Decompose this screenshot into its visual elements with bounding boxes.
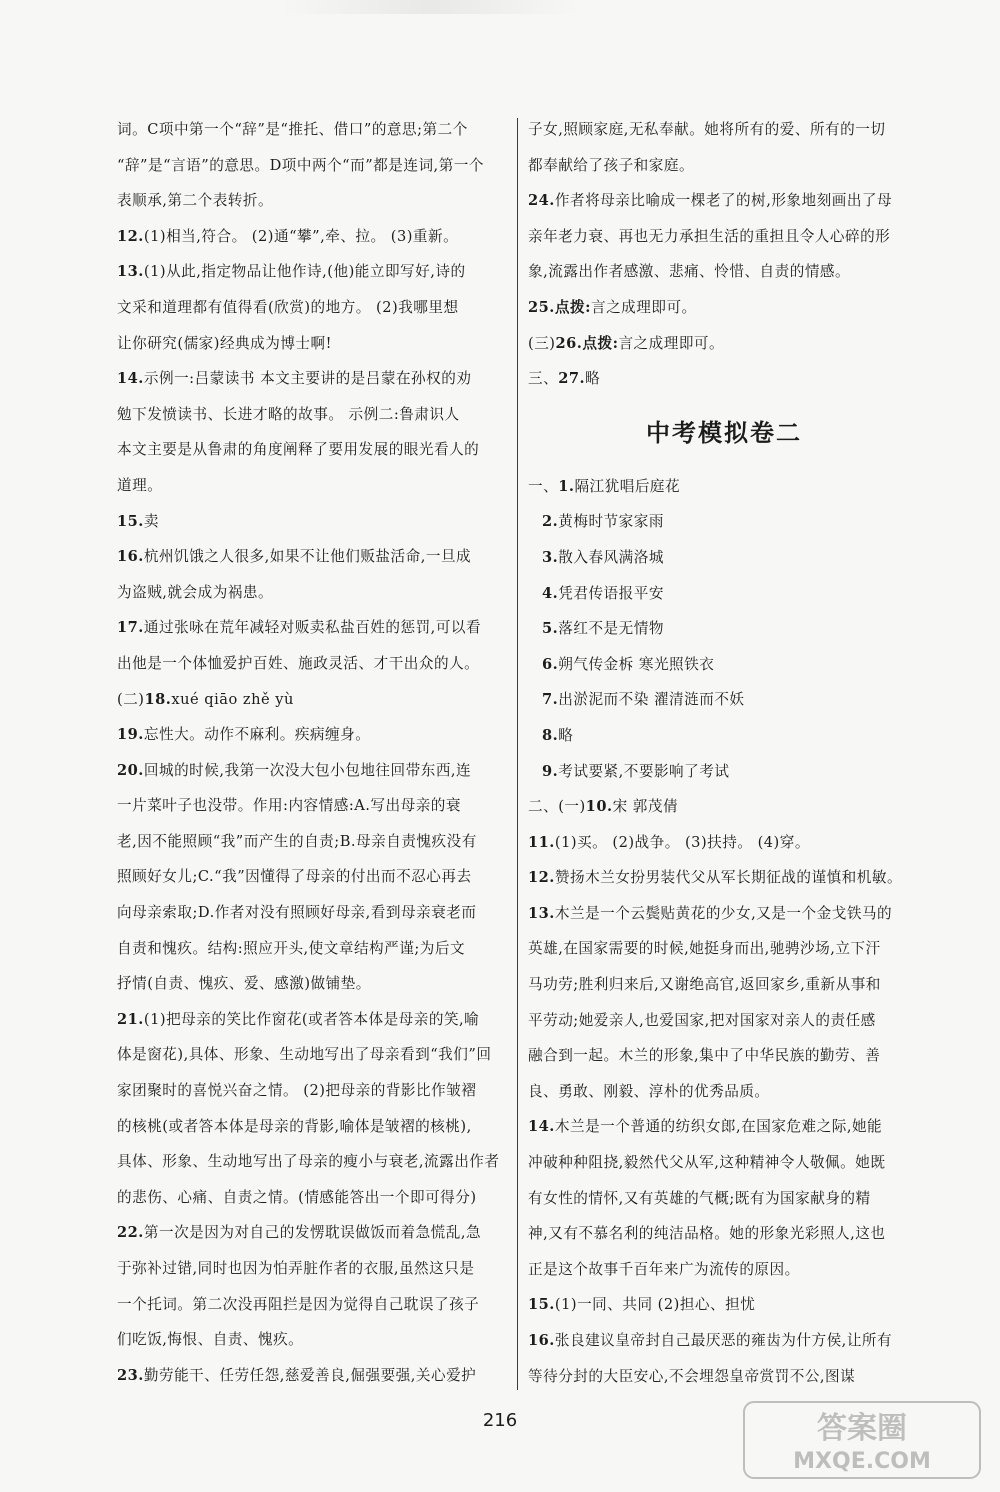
- answer-text: 象,流露出作者感激、悲痛、怜惜、自责的情感。: [528, 263, 851, 281]
- hint-label: 点拨:: [582, 334, 619, 352]
- answer-text: (1)买。 (2)战争。 (3)扶持。 (4)穿。: [554, 833, 810, 851]
- text-line: [117, 966, 507, 1002]
- question-number: 13.: [117, 263, 144, 281]
- answer-text: 宋 郭茂倩: [612, 798, 679, 816]
- text-line: [528, 860, 920, 896]
- right-column-top: [528, 112, 920, 397]
- answer-text: 词。C项中第一个“辞”是“推托、借口”的意思;第二个: [117, 121, 468, 138]
- question-number: 17.: [117, 619, 144, 637]
- answer-text: 本文主要是从鲁肃的角度阐释了要用发展的眼光看人的: [117, 441, 480, 459]
- text-line: [528, 183, 920, 219]
- text-line: [117, 290, 507, 326]
- answer-text: 有女性的情怀,又有英雄的气概;既有为国家献身的精: [528, 1189, 871, 1207]
- answer-text: 木兰是一个云鬓贴黄花的少女,又是一个金戈铁马的: [554, 904, 893, 922]
- answer-text: 都奉献给了孩子和家庭。: [528, 156, 695, 174]
- question-number: 15.: [117, 512, 144, 530]
- question-number: 23.: [117, 1366, 144, 1384]
- question-number: 6.: [542, 655, 559, 673]
- scan-smudge: [280, 0, 580, 14]
- answer-text: 为盗贼,就会成为祸患。: [117, 583, 274, 601]
- answer-text: 黄梅时节家家雨: [558, 513, 664, 531]
- text-line: [117, 1073, 507, 1109]
- answer-text: (1)一同、共同 (2)担心、担忧: [554, 1296, 756, 1314]
- text-line: [117, 1109, 507, 1145]
- answer-text: 略: [558, 726, 574, 744]
- right-column-bottom: [528, 469, 920, 1394]
- answer-text: 家团聚时的喜悦兴奋之情。 (2)把母亲的背影比作皱褶: [117, 1082, 477, 1100]
- text-line: [528, 1323, 920, 1359]
- text-line: [117, 575, 507, 611]
- answer-text: 冲破种种阻挠,毅然代父从军,这种精神令人敬佩。她既: [528, 1154, 886, 1172]
- text-line: [528, 254, 920, 290]
- question-number: 16.: [117, 548, 144, 566]
- question-number: 22.: [117, 1224, 144, 1242]
- answer-text: 英雄,在国家需要的时候,她挺身而出,驰骋沙场,立下汗: [528, 940, 881, 958]
- answer-text: 隔江犹唱后庭花: [574, 477, 681, 495]
- question-number: 12.: [528, 869, 555, 887]
- question-number: 16.: [528, 1332, 555, 1349]
- question-number: 9.: [542, 762, 559, 780]
- text-line: [117, 148, 507, 184]
- text-line: [117, 1002, 507, 1038]
- watermark-url: MXQE.COM: [793, 1449, 931, 1474]
- section-title: 中考模拟卷二: [646, 418, 802, 447]
- question-number: 21.: [117, 1010, 144, 1028]
- question-number: 14.: [528, 1118, 555, 1136]
- text-line: [528, 931, 920, 967]
- text-line: [528, 1038, 920, 1074]
- text-line: [528, 576, 920, 612]
- text-line: [528, 1216, 920, 1252]
- question-number: 18.: [144, 690, 172, 708]
- question-number: 24.: [528, 192, 555, 210]
- answer-text: 卖: [143, 512, 159, 530]
- answer-text: 于弥补过错,同时也因为怕弄脏作者的衣服,虽然这只是: [117, 1260, 475, 1277]
- answer-text: 的核桃(或者答本体是母亲的背影,喻体是皱褶的核桃),: [117, 1117, 472, 1135]
- text-line: [528, 1252, 920, 1288]
- watermark-text: 答案圈: [817, 1411, 907, 1446]
- watermark-logo: [742, 1400, 982, 1480]
- text-line: [117, 717, 507, 753]
- text-line: [528, 718, 920, 754]
- text-line: [117, 788, 507, 824]
- answer-text: 勉下发愤读书、长进才略的故事。 示例二:鲁肃识人: [117, 405, 460, 423]
- question-number: 15.: [528, 1296, 555, 1314]
- text-line: [117, 1358, 507, 1394]
- text-line: [528, 290, 920, 326]
- hint-label: 点拨:: [554, 298, 591, 316]
- text-line: [117, 610, 507, 646]
- text-line: [528, 219, 920, 255]
- text-line: [117, 397, 507, 433]
- text-line: [117, 1322, 507, 1358]
- answer-text: 张良建议皇帝封自己最厌恶的雍齿为什方侯,让所有: [554, 1332, 893, 1349]
- answer-text: 神,又有不慕名利的纯洁品格。她的形象光彩照人,这也: [528, 1225, 886, 1243]
- question-number: 8.: [542, 726, 559, 744]
- question-number: 12.: [117, 227, 144, 245]
- section-prefix: 三、: [528, 370, 559, 388]
- answer-text: 散入春风满洛城: [558, 548, 664, 566]
- text-line: [528, 1145, 920, 1181]
- text-line: [528, 682, 920, 718]
- section-prefix: 二、(一): [528, 798, 586, 816]
- section-prefix: (二): [117, 690, 145, 708]
- text-line: [117, 1251, 507, 1287]
- text-line: [117, 682, 507, 718]
- question-number: 2.: [542, 513, 559, 531]
- answer-text: 忘性大。动作不麻利。疾病缠身。: [143, 726, 371, 744]
- text-line: [528, 469, 920, 505]
- answer-text: 作者将母亲比喻成一棵老了的树,形象地刻画出了母: [554, 192, 893, 210]
- text-line: [528, 1109, 920, 1145]
- answer-text: 杭州饥饿之人很多,如果不让他们贩盐活命,一旦成: [143, 548, 472, 566]
- question-number: 14.: [117, 370, 144, 388]
- answer-text: xué qiāo zhě yù: [171, 690, 294, 708]
- text-line: [528, 148, 920, 184]
- text-line: [528, 540, 920, 576]
- text-line: [528, 647, 920, 683]
- answer-text: 出淤泥而不染 濯清涟而不妖: [558, 691, 745, 709]
- answer-text: 文采和道理都有值得看(欣赏)的地方。 (2)我哪里想: [117, 298, 459, 316]
- text-line: [117, 753, 507, 789]
- text-line: [117, 1215, 507, 1251]
- text-line: [117, 895, 507, 931]
- right-column: [528, 112, 920, 1394]
- question-number: 7.: [542, 691, 559, 709]
- question-number: 20.: [117, 761, 144, 779]
- page-number: 216: [482, 1410, 518, 1431]
- text-line: [117, 326, 507, 362]
- answer-text: 体是窗花),具体、形象、生动地写出了母亲看到“我们”回: [117, 1046, 492, 1064]
- answer-text: 抒情(自责、愧疚、爱、感激)做铺垫。: [117, 975, 371, 993]
- text-line: [117, 361, 507, 397]
- answer-text: 言之成理即可。: [618, 334, 725, 352]
- question-number: 10.: [585, 798, 613, 816]
- answer-text: 们吃饭,悔恨、自责、愧疚。: [117, 1331, 304, 1349]
- question-number: 4.: [542, 584, 559, 602]
- text-line: [117, 859, 507, 895]
- answer-text: 表顺承,第二个表转折。: [117, 192, 274, 210]
- text-line: [528, 361, 920, 397]
- text-line: [117, 183, 507, 219]
- left-column: [117, 112, 507, 1393]
- question-number: 13.: [528, 904, 555, 922]
- text-line: [528, 789, 920, 825]
- answer-text: 的悲伤、心痛、自责之情。(情感能答出一个即可得分): [117, 1188, 477, 1206]
- text-line: [117, 931, 507, 967]
- answer-text: 马功劳;胜利归来后,又谢绝高官,返回家乡,重新从事和: [528, 976, 881, 994]
- text-line: [528, 326, 920, 362]
- text-line: [117, 1180, 507, 1216]
- answer-text: 具体、形象、生动地写出了母亲的瘦小与衰老,流露出作者: [117, 1153, 500, 1171]
- answer-text: 勤劳能干、任劳任怨,慈爱善良,倔强要强,关心爱护: [143, 1366, 477, 1384]
- text-line: [528, 611, 920, 647]
- text-line: [528, 896, 920, 932]
- answer-text: 回城的时候,我第一次没大包小包地往回带东西,连: [143, 761, 472, 779]
- answer-text: 向母亲索取;D.作者对没有照顾好母亲,看到母亲衰老而: [117, 904, 477, 922]
- text-line: [528, 504, 920, 540]
- answer-text: 言之成理即可。: [590, 298, 697, 316]
- answer-text: 略: [585, 370, 601, 388]
- answer-text: 凭君传语报平安: [558, 584, 664, 602]
- question-number: 11.: [528, 833, 555, 851]
- text-line: [117, 539, 507, 575]
- question-number: 19.: [117, 726, 144, 744]
- answer-text: 通过张咏在荒年减轻对贩卖私盐百姓的惩罚,可以看: [143, 619, 482, 637]
- answer-text: 道理。: [117, 476, 163, 494]
- text-line: [528, 1074, 920, 1110]
- section-prefix: (三): [528, 334, 556, 352]
- answer-text: 自责和愧疚。结构:照应开头,使文章结构严谨;为后文: [117, 939, 466, 957]
- answer-text: (1)把母亲的笑比作窗花(或者答本体是母亲的笑,喻: [143, 1010, 480, 1028]
- text-line: [117, 504, 507, 540]
- text-line: [117, 1037, 507, 1073]
- answer-text: 子女,照顾家庭,无私奉献。她将所有的爱、所有的一切: [528, 121, 886, 138]
- answer-text: 亲年老力衰、再也无力承担生活的重担且令人心碎的形: [528, 227, 891, 245]
- text-line: [528, 1287, 920, 1323]
- answer-text: 等待分封的大臣安心,不会埋怨皇帝赏罚不公,图谋: [528, 1367, 856, 1385]
- answer-text: 良、勇敢、刚毅、淳朴的优秀品质。: [528, 1082, 770, 1100]
- answer-text: 一片菜叶子也没带。作用:内容情感:A.写出母亲的衰: [117, 797, 461, 815]
- text-line: [528, 1359, 920, 1395]
- text-line: [117, 468, 507, 504]
- text-line: [528, 1181, 920, 1217]
- answer-text: 第一次是因为对自己的发愣耽误做饭而着急慌乱,急: [143, 1224, 482, 1242]
- answer-text: 融合到一起。木兰的形象,集中了中华民族的勤劳、善: [528, 1047, 881, 1065]
- answer-text: “辞”是“言语”的意思。D项中两个“而”都是连词,第一个: [117, 156, 484, 174]
- question-number: 25.: [528, 298, 555, 316]
- answer-text: 朔气传金柝 寒光照铁衣: [558, 655, 715, 673]
- text-line: [117, 112, 507, 148]
- text-line: [117, 219, 507, 255]
- question-number: 5.: [542, 620, 559, 638]
- answer-text: 木兰是一个普通的纺织女郎,在国家危难之际,她能: [554, 1118, 883, 1136]
- text-line: [528, 1003, 920, 1039]
- answer-text: 赞扬木兰女扮男装代父从军长期征战的谨慎和机敏。: [554, 869, 903, 887]
- section-prefix: 一、: [528, 477, 559, 495]
- text-line: [528, 825, 920, 861]
- text-line: [117, 254, 507, 290]
- text-line: [117, 1287, 507, 1323]
- answer-text: 平劳动;她爱亲人,也爱国家,把对国家对亲人的责任感: [528, 1011, 876, 1029]
- answer-text: 一个托词。第二次没再阻拦是因为觉得自己耽误了孩子: [117, 1295, 480, 1313]
- answer-text: 照顾好女儿;C.“我”因懂得了母亲的付出而不忍心再去: [117, 868, 472, 886]
- answer-text: 示例一:吕蒙读书 本文主要讲的是吕蒙在孙权的劝: [143, 370, 472, 388]
- text-line: [528, 754, 920, 790]
- text-line: [528, 967, 920, 1003]
- text-line: [528, 112, 920, 148]
- answer-text: 让你研究(儒家)经典成为博士啊!: [117, 334, 332, 352]
- answer-text: 考试要紧,不要影响了考试: [558, 762, 730, 780]
- text-line: [117, 432, 507, 468]
- answer-text: 出他是一个体恤爱护百姓、施政灵活、才干出众的人。: [117, 654, 480, 672]
- question-number: 26.: [555, 334, 583, 352]
- answer-text: 正是这个故事千百年来广为流传的原因。: [528, 1260, 800, 1278]
- answer-text: 落红不是无情物: [558, 620, 664, 638]
- question-number: 1.: [558, 477, 575, 495]
- question-number: 3.: [542, 548, 559, 566]
- text-line: [117, 824, 507, 860]
- answer-text: (1)从此,指定物品让他作诗,(他)能立即写好,诗的: [143, 263, 466, 281]
- answer-text: 老,因不能照顾“我”而产生的自责;B.母亲自责愧疚没有: [117, 832, 477, 850]
- question-number: 27.: [558, 370, 586, 388]
- column-divider: [517, 118, 518, 1390]
- text-line: [117, 1144, 507, 1180]
- text-line: [117, 646, 507, 682]
- answer-text: (1)相当,符合。 (2)通“攀”,牵、拉。 (3)重新。: [143, 227, 459, 245]
